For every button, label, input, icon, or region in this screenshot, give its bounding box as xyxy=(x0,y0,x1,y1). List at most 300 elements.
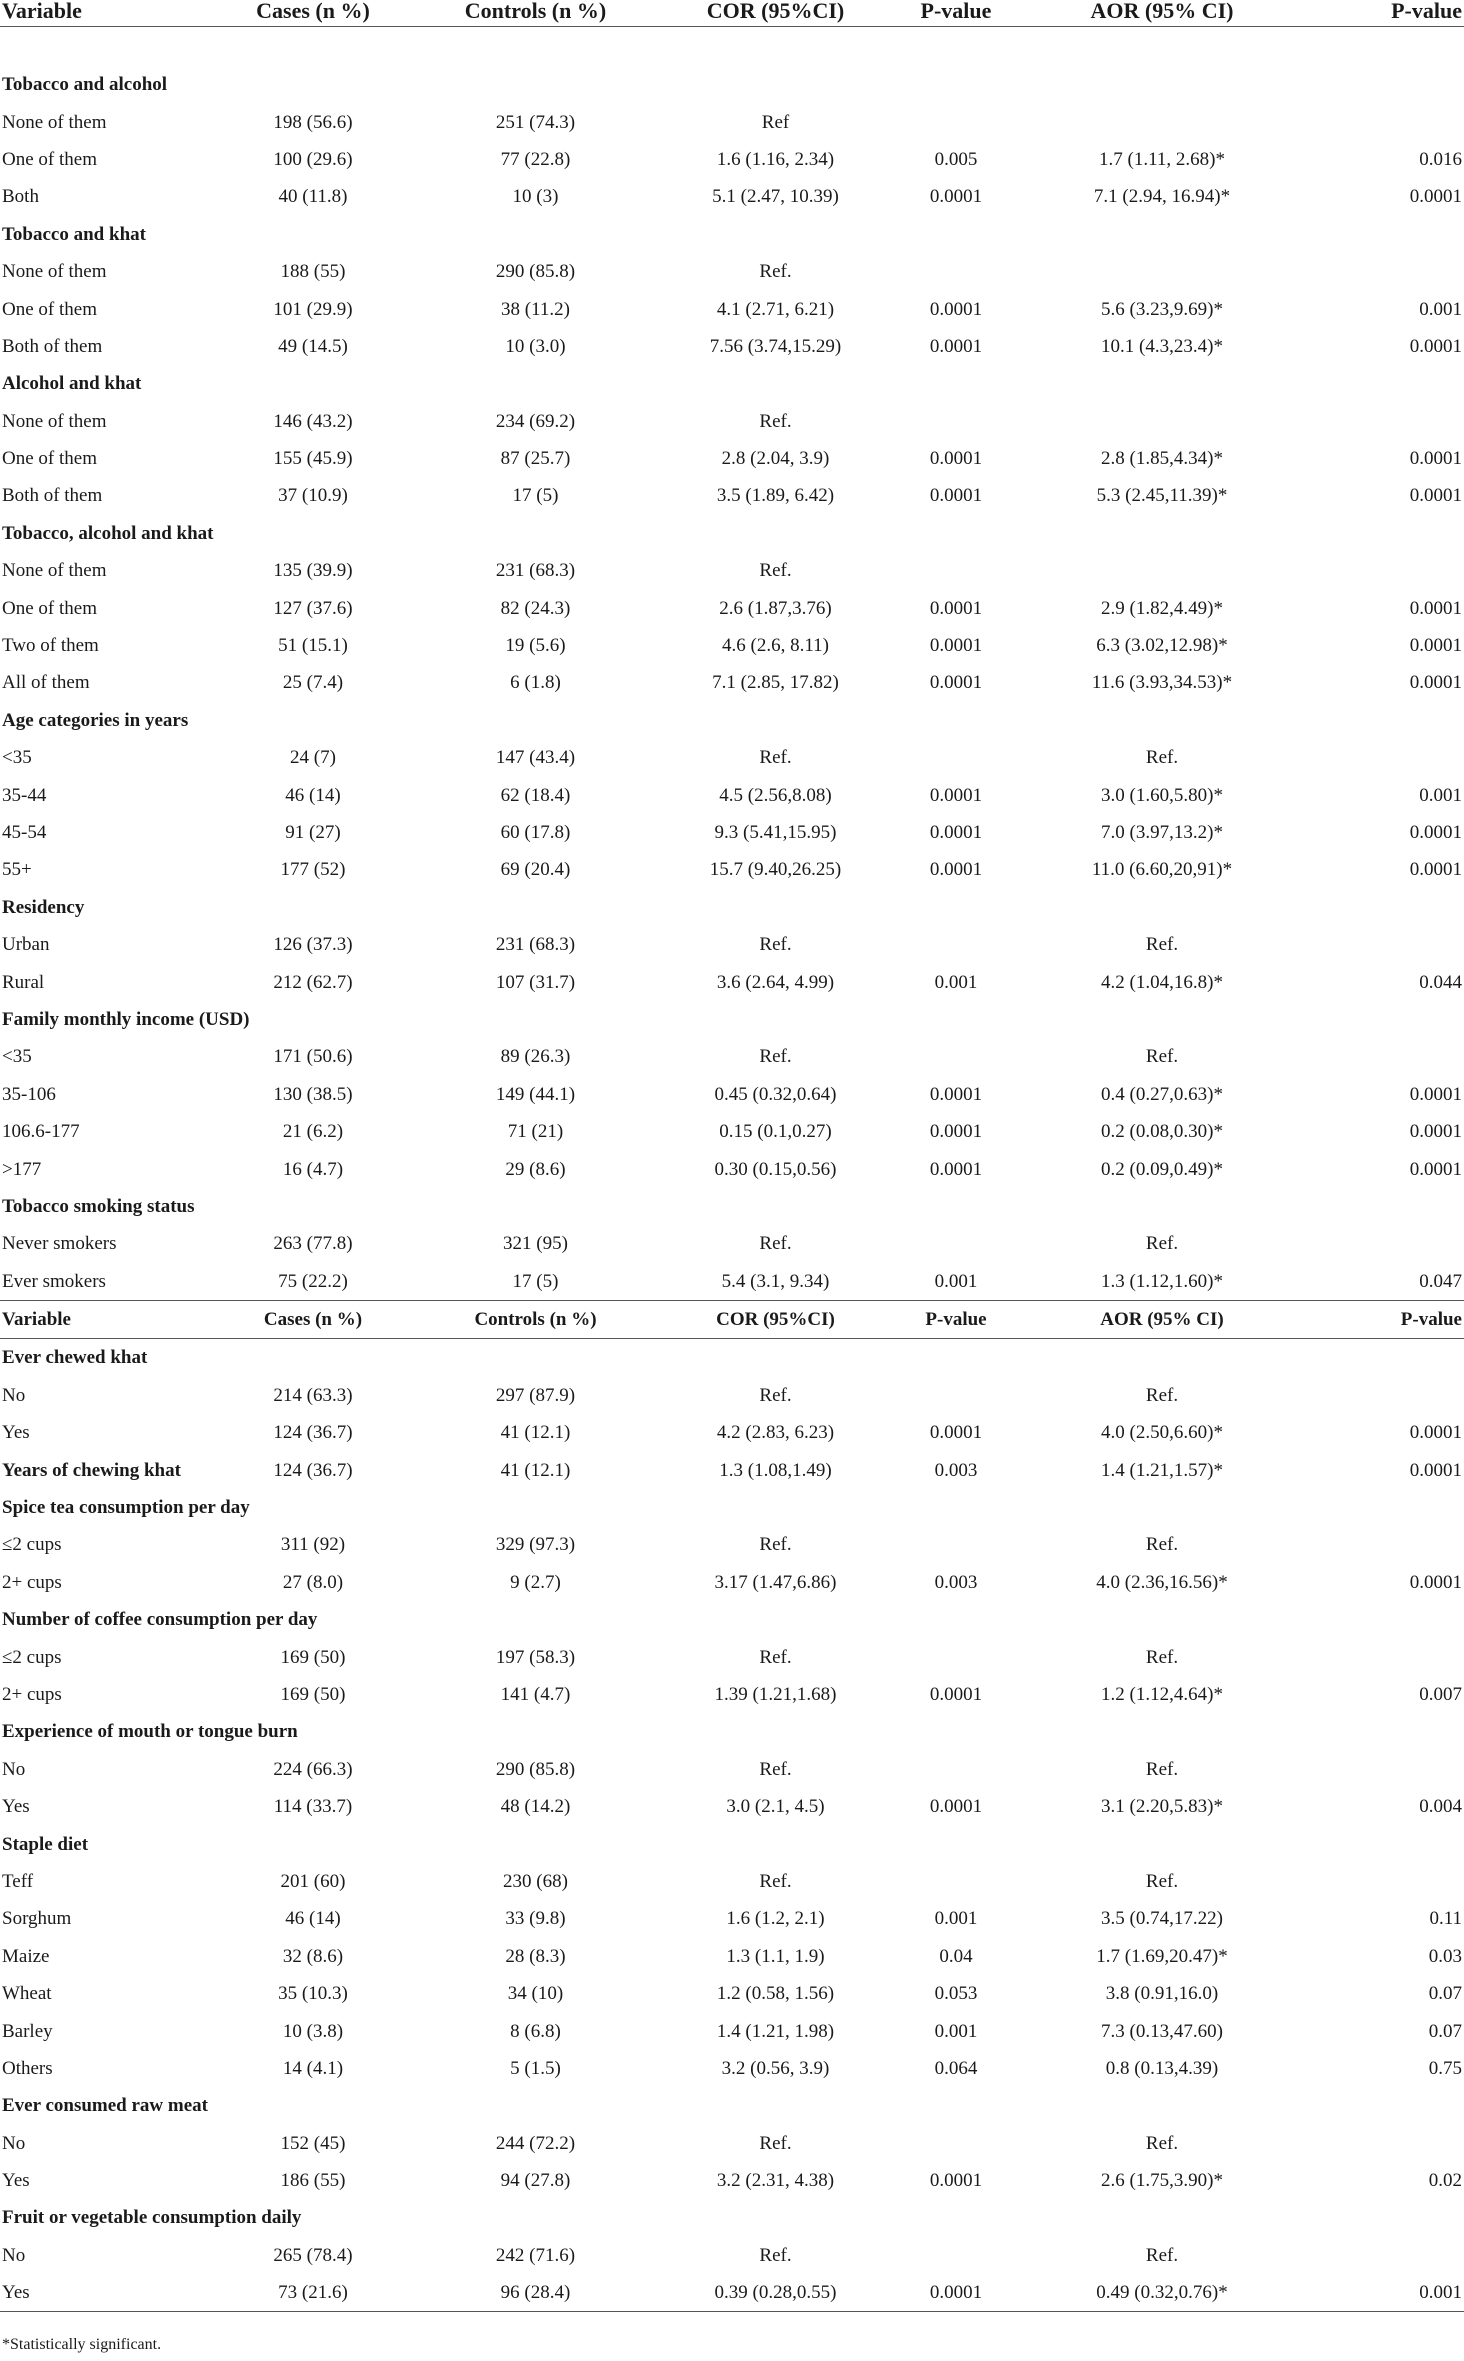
table-row xyxy=(0,1451,1464,1488)
cell-cor: 1.3 (1.08,1.49) xyxy=(719,1459,832,1481)
cell-controls: 290 (85.8) xyxy=(495,261,576,283)
table-row xyxy=(0,963,1464,1000)
cell-cases: 40 (11.8) xyxy=(278,186,348,208)
cell-cases: 25 (7.4) xyxy=(282,672,344,694)
cell-cases: 311 (92) xyxy=(280,1534,346,1556)
cell-aor: 1.4 (1.21,1.57)* xyxy=(1101,1459,1223,1481)
cell-controls: 6 (1.8) xyxy=(510,672,561,694)
table-row xyxy=(0,141,1464,178)
cell-aor xyxy=(1023,253,1301,290)
cell-cases: 177 (52) xyxy=(280,859,346,881)
group-heading-row xyxy=(0,1001,1464,1038)
cell-variable: Yes xyxy=(0,2274,217,2312)
table-row xyxy=(0,1414,1464,1451)
table-row xyxy=(0,814,1464,851)
cell-aor xyxy=(1023,365,1301,402)
header-controls: Controls (n %) xyxy=(409,0,662,27)
cell-variable: No xyxy=(2,1384,26,1406)
cell-aor: 4.2 (1.04,16.8)* xyxy=(1101,971,1223,993)
cell-aor-p-value: 0.044 xyxy=(1419,971,1462,993)
cell-aor: 0.2 (0.08,0.30)* xyxy=(1101,1121,1223,1143)
cell-controls: 9 (2.7) xyxy=(510,1571,561,1593)
table-row xyxy=(0,1751,1464,1788)
cell-variable: Sorghum xyxy=(2,1908,72,1930)
cell-cor: 1.4 (1.21, 1.98) xyxy=(716,2020,835,2042)
cell-cor: COR (95%CI) xyxy=(662,1300,889,1338)
cell-aor-p-value xyxy=(1301,515,1464,552)
cell-cases: 155 (45.9) xyxy=(273,448,353,470)
cell-cases xyxy=(217,365,409,402)
cell-aor: 10.1 (4.3,23.4)* xyxy=(1101,335,1223,357)
cell-variable: All of them xyxy=(2,672,90,694)
cell-variable: Rural xyxy=(2,971,45,993)
cell-controls: 149 (44.1) xyxy=(495,1083,576,1105)
table-row xyxy=(0,1076,1464,1113)
cell-variable: Ever chewed khat xyxy=(2,1347,148,1369)
cell-cor-p-value xyxy=(889,1188,1023,1225)
cell-cor: 3.6 (2.64, 4.99) xyxy=(716,971,835,993)
cell-cor-p-value: 0.0001 xyxy=(929,597,983,619)
cell-cor: Ref. xyxy=(759,1758,792,1780)
cell-variable: >177 xyxy=(2,1158,42,1180)
cell-cor-p-value xyxy=(889,1601,1023,1638)
cell-controls: 321 (95) xyxy=(503,1233,568,1255)
cell-cases: 100 (29.6) xyxy=(273,148,353,170)
cell-cases xyxy=(217,702,409,739)
cell-controls: 69 (20.4) xyxy=(500,859,571,881)
cell-cor: Ref. xyxy=(759,1870,792,1892)
cell-controls: 77 (22.8) xyxy=(500,148,571,170)
cell-aor-p-value xyxy=(1301,2237,1464,2274)
cell-cases: 10 (3.8) xyxy=(282,2020,344,2042)
cell-cor: Ref xyxy=(761,111,790,133)
cell-cor-p-value xyxy=(889,1713,1023,1750)
cell-cases: 46 (14) xyxy=(285,1908,341,1930)
cell-aor xyxy=(1023,552,1301,589)
cell-cor: 1.6 (1.16, 2.34) xyxy=(716,148,835,170)
cell-cor: 4.5 (2.56,8.08) xyxy=(719,784,832,806)
cell-aor-p-value xyxy=(1301,403,1464,440)
table-row xyxy=(0,1638,1464,1675)
cell-cor: Ref. xyxy=(759,747,792,769)
group-heading-row xyxy=(0,515,1464,552)
cell-aor: 1.7 (1.11, 2.68)* xyxy=(1099,148,1225,170)
cell-controls: 5 (1.5) xyxy=(510,2057,561,2079)
table-row xyxy=(0,1526,1464,1563)
cell-controls xyxy=(409,1713,662,1750)
cell-cor-p-value xyxy=(889,926,1023,963)
cell-cor-p-value: 0.064 xyxy=(934,2057,978,2079)
cell-cor-p-value: 0.0001 xyxy=(929,2170,983,2192)
cell-aor: Ref. xyxy=(1145,1758,1179,1780)
table-row xyxy=(0,253,1464,290)
table-header-row xyxy=(0,0,1464,27)
cell-controls xyxy=(409,889,662,926)
cell-aor-p-value xyxy=(1301,1489,1464,1526)
cell-variable: Barley xyxy=(2,2020,53,2042)
cell-aor-p-value xyxy=(1301,365,1464,402)
footnote: *Statistically significant. xyxy=(2,2336,162,2353)
cell-cor-p-value: 0.0001 xyxy=(929,1422,983,1444)
cell-cases xyxy=(217,2087,409,2124)
cell-variable: Two of them xyxy=(2,635,99,657)
cell-aor: Ref. xyxy=(1145,2132,1179,2154)
cell-cases: 49 (14.5) xyxy=(278,335,348,357)
cell-aor-p-value: 0.0001 xyxy=(1409,822,1462,843)
cell-cor-p-value xyxy=(889,403,1023,440)
table-row xyxy=(0,328,1464,365)
cell-cases: 24 (7) xyxy=(290,747,336,769)
group-heading-row xyxy=(0,2087,1464,2124)
cell-cor xyxy=(662,365,889,402)
cell-cor-p-value: 0.0001 xyxy=(929,672,983,694)
cell-aor: 4.0 (2.50,6.60)* xyxy=(1101,1422,1223,1444)
cell-cases: 135 (39.9) xyxy=(273,560,353,582)
cell-cor-p-value: 0.001 xyxy=(934,1908,978,1930)
cell-variable: Number of coffee consumption per day xyxy=(2,1609,318,1631)
cell-cases xyxy=(217,889,409,926)
cell-cor-p-value xyxy=(889,1825,1023,1862)
cell-cor-p-value xyxy=(889,739,1023,776)
cell-controls: 242 (71.6) xyxy=(495,2244,576,2266)
cell-controls xyxy=(409,1339,662,1377)
cell-cor: Ref. xyxy=(759,560,792,582)
cell-cor-p-value: 0.001 xyxy=(934,2020,978,2042)
cell-variable: No xyxy=(2,2132,26,2154)
table-row xyxy=(0,664,1464,701)
cell-cor xyxy=(662,1825,889,1862)
cell-aor-p-value xyxy=(1301,2124,1464,2161)
cell-variable: None of them xyxy=(2,261,107,283)
cell-cor: 4.2 (2.83, 6.23) xyxy=(716,1422,835,1444)
cell-cases: 126 (37.3) xyxy=(273,934,353,956)
cell-cor-p-value xyxy=(889,515,1023,552)
table-row xyxy=(0,851,1464,888)
cell-aor-p-value: 0.0001 xyxy=(1409,485,1462,507)
cell-aor-p-value xyxy=(1301,103,1464,140)
cell-controls: 48 (14.2) xyxy=(500,1796,571,1818)
cell-cor xyxy=(662,1601,889,1638)
cell-cor: 1.39 (1.21,1.68) xyxy=(714,1683,837,1705)
cell-cor-p-value: 0.003 xyxy=(934,1571,978,1593)
cell-controls xyxy=(409,66,662,103)
cell-cor: 4.1 (2.71, 6.21) xyxy=(716,298,835,320)
cell-aor: 7.3 (0.13,47.60) xyxy=(1101,2020,1223,2042)
cell-cor-p-value xyxy=(889,253,1023,290)
cell-cor-p-value: 0.0001 xyxy=(929,1083,983,1105)
cell-controls: 290 (85.8) xyxy=(495,1758,576,1780)
cell-cor: 5.1 (2.47, 10.39) xyxy=(712,186,839,208)
cell-aor-p-value: 0.02 xyxy=(1428,2170,1462,2192)
cell-variable: Never smokers xyxy=(2,1233,117,1255)
cell-controls: 107 (31.7) xyxy=(495,971,576,993)
cell-aor-p-value: 0.004 xyxy=(1419,1796,1462,1818)
table-row xyxy=(0,2012,1464,2049)
group-heading-row xyxy=(0,1713,1464,1750)
cell-cases: 186 (55) xyxy=(280,2170,346,2192)
cell-cor-p-value: 0.0001 xyxy=(929,1121,983,1143)
cell-aor: 7.1 (2.94, 16.94)* xyxy=(1093,186,1231,208)
cell-cor-p-value xyxy=(889,552,1023,589)
cell-cases: 51 (15.1) xyxy=(278,635,348,657)
cell-aor: 1.2 (1.12,4.64)* xyxy=(1101,1683,1223,1705)
cell-aor xyxy=(1023,2199,1301,2236)
cell-controls: 34 (10) xyxy=(507,1983,564,2005)
cell-variable: Alcohol and khat xyxy=(2,373,142,395)
cell-variable: Tobacco and alcohol xyxy=(2,74,168,96)
cell-aor: Ref. xyxy=(1145,2244,1179,2266)
cell-cases: 169 (50) xyxy=(280,1646,346,1668)
cell-cor-p-value xyxy=(889,1339,1023,1377)
header-aor-p-value: P-value xyxy=(1301,0,1464,27)
cell-cor: 2.8 (2.04, 3.9) xyxy=(721,448,830,470)
cell-cases: 14 (4.1) xyxy=(282,2057,344,2079)
cell-cor: Ref. xyxy=(759,1384,792,1406)
cell-variable: One of them xyxy=(2,298,97,320)
cell-cor: 1.6 (1.2, 2.1) xyxy=(726,1908,825,1930)
cell-aor-p-value: 0.07 xyxy=(1428,1983,1462,2005)
cell-cor-p-value: 0.0001 xyxy=(929,1158,983,1180)
cell-variable: None of them xyxy=(2,410,107,432)
cell-controls: 28 (8.3) xyxy=(505,1945,566,1967)
cell-variable: Staple diet xyxy=(2,1833,89,1855)
group-heading-row xyxy=(0,1489,1464,1526)
cell-controls: 231 (68.3) xyxy=(495,934,576,956)
cell-cor-p-value: 0.0001 xyxy=(929,784,983,806)
cell-controls xyxy=(409,1001,662,1038)
cell-cor: 0.45 (0.32,0.64) xyxy=(714,1083,837,1105)
cell-aor-p-value: 0.0001 xyxy=(1409,1571,1462,1593)
cell-cases: 73 (21.6) xyxy=(217,2274,409,2312)
cell-aor xyxy=(1023,66,1301,103)
cell-aor: Ref. xyxy=(1145,1384,1179,1406)
cell-variable: Yes xyxy=(2,1422,30,1444)
cell-aor-p-value: 0.0001 xyxy=(1409,186,1462,208)
cell-controls xyxy=(409,216,662,253)
cell-cor xyxy=(662,216,889,253)
cell-aor: 11.0 (6.60,20,91)* xyxy=(1091,859,1233,881)
cell-cor xyxy=(662,2087,889,2124)
cell-aor-p-value: 0.0001 xyxy=(1409,1158,1462,1180)
cell-aor: 3.5 (0.74,17.22) xyxy=(1101,1908,1223,1930)
cell-variable: Tobacco, alcohol and khat xyxy=(2,522,214,544)
table-row xyxy=(0,926,1464,963)
cell-controls xyxy=(409,1825,662,1862)
table-row xyxy=(0,1263,1464,1301)
cell-cases: 16 (4.7) xyxy=(282,1158,344,1180)
table-row xyxy=(0,1900,1464,1937)
repeated-header-row xyxy=(0,1300,1464,1338)
cell-cor: 2.6 (1.87,3.76) xyxy=(719,597,832,619)
cell-aor-p-value: 0.0001 xyxy=(1409,1121,1462,1143)
cell-aor-p-value xyxy=(1301,2087,1464,2124)
cell-cor-p-value xyxy=(889,66,1023,103)
cell-cor-p-value: 0.001 xyxy=(934,971,978,993)
cell-variable: 55+ xyxy=(2,859,32,881)
cell-cor: 5.4 (3.1, 9.34) xyxy=(721,1270,830,1292)
cell-cases: 35 (10.3) xyxy=(278,1983,348,2005)
cell-variable: One of them xyxy=(2,448,97,470)
cell-cor: 3.2 (0.56, 3.9) xyxy=(721,2057,830,2079)
cell-aor-p-value: 0.0001 xyxy=(1409,1459,1462,1481)
cell-aor xyxy=(1023,515,1301,552)
cell-cases: 212 (62.7) xyxy=(273,971,353,993)
cell-controls xyxy=(409,2199,662,2236)
header-spacer xyxy=(0,27,1464,67)
cell-aor xyxy=(1023,889,1301,926)
group-heading-row xyxy=(0,702,1464,739)
cell-cases xyxy=(217,216,409,253)
cell-aor: 1.7 (1.69,20.47)* xyxy=(1096,1945,1228,1967)
cell-aor-p-value xyxy=(1301,2199,1464,2236)
cell-cor-p-value: 0.04 xyxy=(939,1945,973,1967)
table-row xyxy=(0,2162,1464,2199)
cell-variable: None of them xyxy=(2,111,107,133)
table-row xyxy=(0,1113,1464,1150)
cell-cor: 0.30 (0.15,0.56) xyxy=(714,1158,837,1180)
cell-cor xyxy=(662,1001,889,1038)
cell-aor xyxy=(1023,1339,1301,1377)
cell-aor xyxy=(1023,1825,1301,1862)
cell-variable: Residency xyxy=(2,896,85,918)
cell-aor: 2.9 (1.82,4.49)* xyxy=(1101,597,1223,619)
cell-aor xyxy=(1023,103,1301,140)
table-row xyxy=(0,477,1464,514)
cell-cor: Ref. xyxy=(759,934,792,956)
cell-controls: 8 (6.8) xyxy=(510,2020,561,2042)
header-cor: COR (95%CI) xyxy=(662,0,889,27)
cell-cases: 214 (63.3) xyxy=(273,1384,353,1406)
cell-aor: Ref. xyxy=(1145,934,1179,956)
cell-aor-p-value: 0.0001 xyxy=(1409,635,1462,657)
cell-cor-p-value: 0.0001 xyxy=(929,448,983,470)
header-aor: AOR (95% CI) xyxy=(1023,0,1301,27)
cell-cor xyxy=(662,1713,889,1750)
cell-cor-p-value xyxy=(889,1526,1023,1563)
table-row xyxy=(0,2274,1464,2312)
cell-cor: 3.0 (2.1, 4.5) xyxy=(726,1796,825,1818)
cell-aor-p-value: 0.0001 xyxy=(1409,448,1462,470)
cell-variable: One of them xyxy=(2,148,97,170)
cell-aor-p-value xyxy=(1301,1751,1464,1788)
cell-aor-p-value xyxy=(1301,253,1464,290)
cell-aor xyxy=(1023,1001,1301,1038)
cell-cor: 0.39 (0.28,0.55) xyxy=(662,2274,889,2312)
cell-aor: Ref. xyxy=(1145,1646,1179,1668)
cell-aor: 3.8 (0.91,16.0) xyxy=(1105,1983,1219,2005)
cell-cases: 46 (14) xyxy=(285,784,341,806)
cell-controls: 230 (68) xyxy=(503,1870,568,1892)
cell-cor: Ref. xyxy=(759,1534,792,1556)
cell-cor: 7.56 (3.74,15.29) xyxy=(709,335,842,357)
cell-cor-p-value xyxy=(889,889,1023,926)
cell-cor: 0.15 (0.1,0.27) xyxy=(719,1121,832,1143)
cell-cases: 75 (22.2) xyxy=(278,1270,348,1292)
cell-aor-p-value: 0.0001 xyxy=(1409,859,1462,881)
cell-cases: 32 (8.6) xyxy=(282,1945,344,1967)
cell-controls xyxy=(409,1489,662,1526)
cell-cor: Ref. xyxy=(759,1233,792,1255)
cell-cor-p-value xyxy=(889,1001,1023,1038)
cell-cases: 114 (33.7) xyxy=(273,1796,353,1818)
cell-variable: Yes xyxy=(2,1796,30,1818)
cell-aor: Ref. xyxy=(1145,1233,1179,1255)
cell-cor: 3.5 (1.89, 6.42) xyxy=(716,485,835,507)
cell-controls: 329 (97.3) xyxy=(495,1534,576,1556)
cell-aor xyxy=(1023,1489,1301,1526)
cell-cor-p-value xyxy=(889,1489,1023,1526)
cell-cor-p-value xyxy=(889,1038,1023,1075)
cell-cor: 4.6 (2.6, 8.11) xyxy=(722,635,829,657)
table-row xyxy=(0,589,1464,626)
table-row xyxy=(0,1676,1464,1713)
cell-aor: 5.6 (3.23,9.69)* xyxy=(1101,298,1223,320)
cell-aor: 2.6 (1.75,3.90)* xyxy=(1101,2170,1223,2192)
cell-cor-p-value: 0.0001 xyxy=(929,1796,983,1818)
cell-aor-p-value xyxy=(1301,1001,1464,1038)
cell-controls: 96 (28.4) xyxy=(409,2274,662,2312)
cell-cases: Cases (n %) xyxy=(217,1300,409,1338)
cell-variable: Others xyxy=(2,2057,53,2079)
table-row xyxy=(0,178,1464,215)
cell-aor: 7.0 (3.97,13.2)* xyxy=(1101,822,1223,843)
cell-cor-p-value xyxy=(889,216,1023,253)
cell-cor-p-value xyxy=(889,2124,1023,2161)
cell-aor-p-value: 0.047 xyxy=(1419,1270,1462,1292)
cell-cases: 21 (6.2) xyxy=(282,1121,344,1143)
cell-aor-p-value xyxy=(1301,1825,1464,1862)
cell-aor-p-value: 0.001 xyxy=(1419,298,1462,320)
cell-aor: Ref. xyxy=(1145,1870,1179,1892)
cell-variable: Spice tea consumption per day xyxy=(2,1497,250,1519)
cell-aor: 0.49 (0.32,0.76)* xyxy=(1023,2274,1301,2312)
cell-cor xyxy=(662,1489,889,1526)
cell-aor xyxy=(1023,702,1301,739)
cell-variable: Both xyxy=(2,186,39,208)
cell-variable: 45-54 xyxy=(2,822,47,843)
group-heading-row xyxy=(0,1188,1464,1225)
cell-aor-p-value xyxy=(1301,1377,1464,1414)
cell-cor: Ref. xyxy=(759,261,792,283)
cell-controls: 197 (58.3) xyxy=(495,1646,576,1668)
cell-aor: Ref. xyxy=(1145,1046,1179,1068)
cell-aor-p-value: 0.001 xyxy=(1419,784,1462,806)
table-row xyxy=(0,739,1464,776)
cell-controls: 10 (3) xyxy=(512,186,559,208)
table-row xyxy=(0,1788,1464,1825)
cell-aor xyxy=(1023,1601,1301,1638)
cell-cases: 198 (56.6) xyxy=(273,111,353,133)
cell-cor-p-value xyxy=(889,702,1023,739)
cell-controls: 234 (69.2) xyxy=(495,410,576,432)
cell-cor: Ref. xyxy=(759,1646,792,1668)
cell-aor: 6.3 (3.02,12.98)* xyxy=(1096,635,1228,657)
cell-controls: 231 (68.3) xyxy=(495,560,576,582)
cell-aor-p-value xyxy=(1301,552,1464,589)
cell-cor-p-value: 0.001 xyxy=(934,1270,978,1292)
cell-cases: 130 (38.5) xyxy=(273,1083,353,1105)
cell-controls: 60 (17.8) xyxy=(500,822,571,843)
table-row xyxy=(0,627,1464,664)
cell-cor-p-value: 0.053 xyxy=(934,1983,978,2005)
cell-controls xyxy=(409,365,662,402)
cell-cor-p-value xyxy=(889,1225,1023,1262)
cell-cases xyxy=(217,66,409,103)
cell-controls: 17 (5) xyxy=(512,1270,559,1292)
cell-cor: 7.1 (2.85, 17.82) xyxy=(712,672,839,694)
table-row xyxy=(0,440,1464,477)
cell-aor-p-value xyxy=(1301,739,1464,776)
